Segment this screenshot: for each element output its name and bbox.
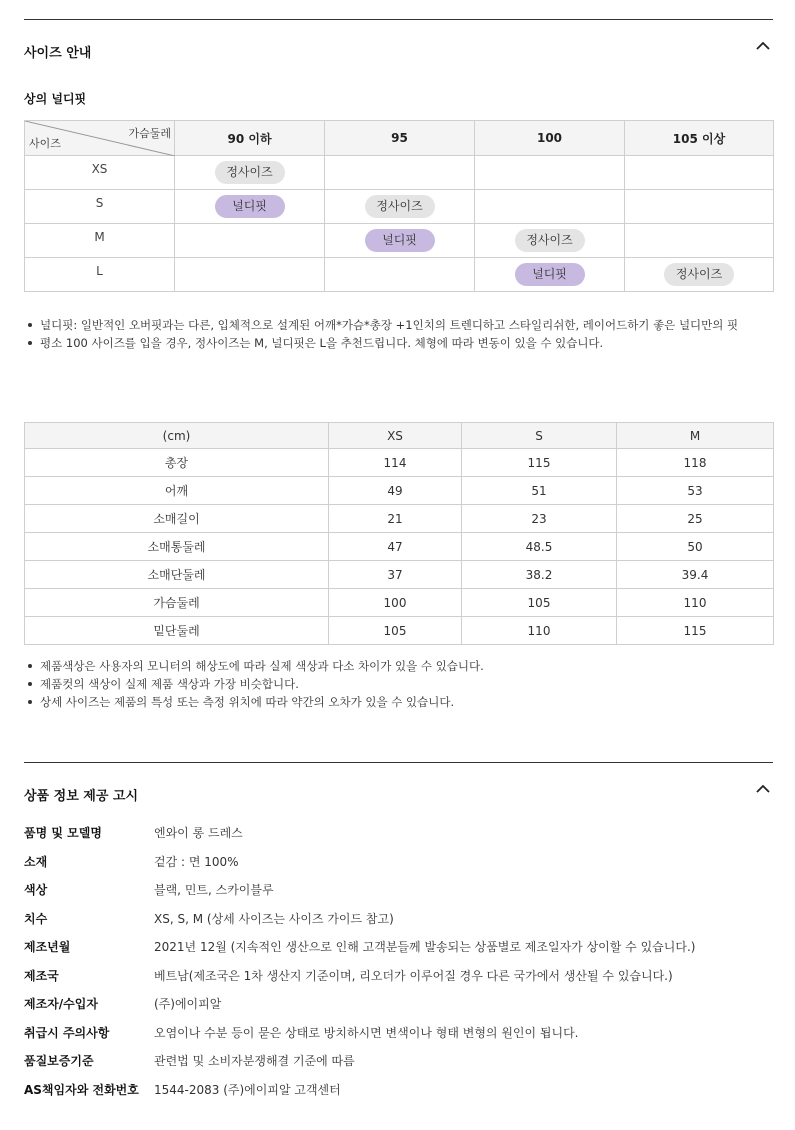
measure-row (25, 561, 774, 589)
measure-value: 110 (617, 589, 774, 617)
measure-label: 밑단둘레 (25, 617, 329, 645)
fit-cell (475, 156, 625, 190)
measure-value: 100 (329, 589, 462, 617)
measure-row (25, 533, 774, 561)
fit-size-label: L (25, 258, 175, 292)
fit-size-label: S (25, 190, 175, 224)
fit-table (24, 120, 774, 292)
info-value: 2021년 12월 (지속적인 생산으로 인해 고객분들께 발송되는 상품별로 제조일자가 상이할 수 있습니다.) (154, 940, 696, 954)
measurement-table (24, 422, 774, 645)
measure-value: 48.5 (462, 533, 617, 561)
fit-cell (175, 156, 325, 190)
nerdy-fit-badge: 널디핏 (215, 195, 285, 218)
measure-value: 39.4 (617, 561, 774, 589)
fit-cell (475, 258, 625, 292)
nerdy-fit-badge: 널디핏 (365, 229, 435, 252)
info-label: 치수 (24, 911, 48, 926)
fit-cell (325, 156, 475, 190)
measure-row (25, 449, 774, 477)
info-value: 오염이나 수분 등이 묻은 상태로 방치하시면 변색이나 형태 변형의 원인이 됩니다. (154, 1025, 579, 1040)
note-item: 제품색상은 사용자의 모니터의 해상도에 따라 실제 색상과 다소 차이가 있을 수 있습니다. (24, 657, 484, 675)
fit-size-label: XS (25, 156, 175, 190)
info-label: 품명 및 모델명 (24, 826, 102, 840)
fit-col-header: 95 (325, 121, 475, 156)
info-value: XS, S, M (상세 사이즈는 사이즈 가이드 참고) (154, 911, 394, 926)
measure-label: 총장 (25, 449, 329, 477)
note-item: 널디핏: 일반적인 오버핏과는 다른, 입체적으로 설계된 어깨*가슴*총장 +1인치의 트렌디하고 스타일리쉬한, 레이어드하기 좋은 널디만의 핏 (24, 316, 738, 334)
measure-row (25, 477, 774, 505)
product-info-title[interactable]: 상품 정보 제공 고시 (24, 789, 139, 804)
fit-row (25, 190, 774, 224)
fit-col-header: 105 이상 (625, 121, 774, 156)
measure-value: 51 (462, 477, 617, 505)
info-value: 1544-2083 (주)에이피알 고객센터 (154, 1082, 341, 1097)
measure-row (25, 505, 774, 533)
measurement-notes (24, 657, 484, 711)
info-value: 엔와이 롱 드레스 (154, 826, 243, 840)
measure-value: 110 (462, 617, 617, 645)
info-value: 겉감 : 면 100% (154, 854, 239, 869)
fit-size-label: M (25, 224, 175, 258)
fit-row (25, 156, 774, 190)
regular-size-badge: 정사이즈 (515, 229, 585, 252)
info-label: 제조자/수입자 (24, 997, 98, 1011)
measure-value: 114 (329, 449, 462, 477)
measure-value: 105 (462, 589, 617, 617)
measure-col-header: (cm) (25, 423, 329, 449)
fit-col-header: 90 이하 (175, 121, 325, 156)
info-value: 블랙, 민트, 스카이블루 (154, 883, 274, 897)
chevron-up-icon[interactable] (755, 40, 771, 52)
measure-col-header: XS (329, 423, 462, 449)
fit-cell (175, 224, 325, 258)
section-divider (24, 19, 773, 20)
regular-size-badge: 정사이즈 (215, 161, 285, 184)
measure-value: 115 (617, 617, 774, 645)
fit-cell (325, 190, 475, 224)
fit-corner-cell (25, 121, 175, 156)
fit-cell (175, 258, 325, 292)
measure-value: 21 (329, 505, 462, 533)
measure-label: 가슴둘레 (25, 589, 329, 617)
info-label: 품질보증기준 (24, 1054, 94, 1068)
fit-notes (24, 316, 738, 352)
fit-cell (625, 224, 774, 258)
regular-size-badge: 정사이즈 (664, 263, 734, 286)
fit-cell (475, 190, 625, 224)
fit-cell (175, 190, 325, 224)
measure-value: 115 (462, 449, 617, 477)
measure-col-header: S (462, 423, 617, 449)
fit-cell (325, 224, 475, 258)
note-item: 평소 100 사이즈를 입을 경우, 정사이즈는 M, 널디핏은 L을 추천드립니다. 체형에 따라 변동이 있을 수 있습니다. (24, 334, 738, 352)
fit-subtitle: 상의 널디핏 (24, 92, 87, 106)
info-value: 관련법 및 소비자분쟁해결 기준에 따름 (154, 1054, 355, 1068)
measure-value: 38.2 (462, 561, 617, 589)
fit-cell (625, 190, 774, 224)
measure-label: 소매길이 (25, 505, 329, 533)
measure-col-header: M (617, 423, 774, 449)
info-label: 소재 (24, 854, 48, 869)
info-value: (주)에이피알 (154, 997, 222, 1011)
info-label: 취급시 주의사항 (24, 1025, 110, 1040)
info-label: 제조국 (24, 968, 59, 983)
note-item: 상세 사이즈는 제품의 특성 또는 측정 위치에 따라 약간의 오차가 있을 수 있습니다. (24, 693, 484, 711)
info-label: 제조년월 (24, 940, 71, 954)
measure-value: 118 (617, 449, 774, 477)
chevron-up-icon[interactable] (755, 783, 771, 795)
fit-row (25, 224, 774, 258)
section-divider (24, 762, 773, 763)
nerdy-fit-badge: 널디핏 (515, 263, 585, 286)
measure-label: 소매통둘레 (25, 533, 329, 561)
info-label: 색상 (24, 883, 48, 897)
fit-cell (475, 224, 625, 258)
info-label: AS책임자와 전화번호 (24, 1082, 139, 1097)
measure-value: 37 (329, 561, 462, 589)
note-item: 제품컷의 색상이 실제 제품 색상과 가장 비슷합니다. (24, 675, 484, 693)
measure-value: 53 (617, 477, 774, 505)
measure-value: 50 (617, 533, 774, 561)
fit-cell (325, 258, 475, 292)
corner-chest-label: 가슴둘레 (128, 127, 171, 140)
measure-value: 23 (462, 505, 617, 533)
measure-label: 어깨 (25, 477, 329, 505)
info-value: 베트남(제조국은 1차 생산지 기준이며, 리오더가 이루어질 경우 다른 국가에서 생산될 수 있습니다.) (154, 968, 673, 983)
measure-value: 105 (329, 617, 462, 645)
measure-value: 47 (329, 533, 462, 561)
fit-cell (625, 156, 774, 190)
corner-size-label: 사이즈 (29, 137, 61, 150)
regular-size-badge: 정사이즈 (365, 195, 435, 218)
fit-col-header: 100 (475, 121, 625, 156)
measure-label: 소매단둘레 (25, 561, 329, 589)
fit-row (25, 258, 774, 292)
measure-row (25, 589, 774, 617)
fit-cell (625, 258, 774, 292)
measure-row (25, 617, 774, 645)
measure-value: 49 (329, 477, 462, 505)
measure-value: 25 (617, 505, 774, 533)
size-guide-title[interactable]: 사이즈 안내 (24, 46, 92, 61)
